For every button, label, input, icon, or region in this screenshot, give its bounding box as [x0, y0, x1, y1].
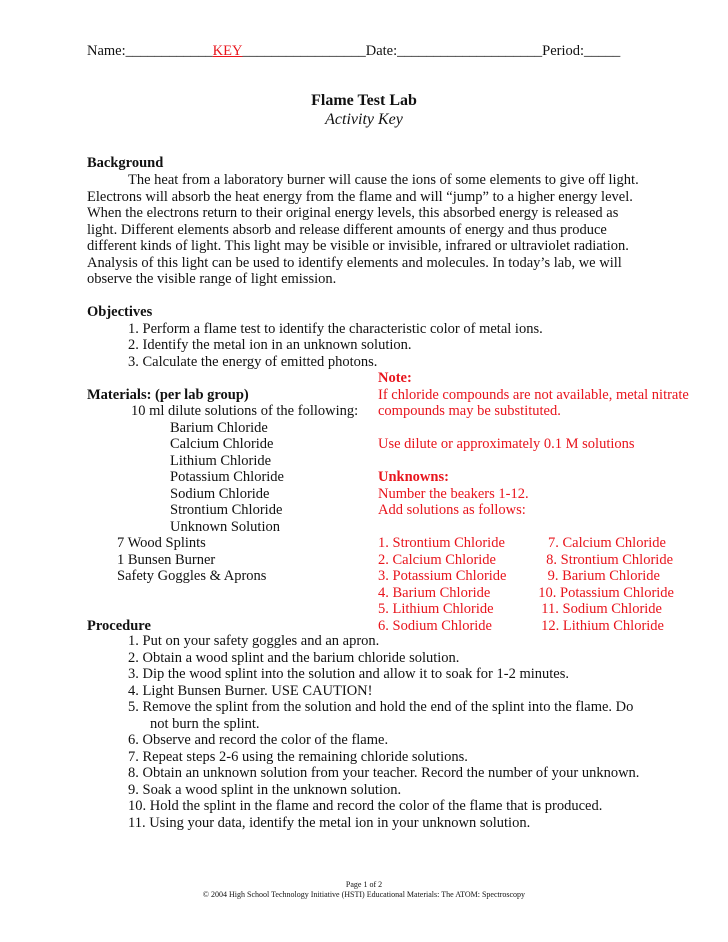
name-blank: ____________ — [125, 43, 213, 59]
unknown-beaker: 3. Potassium Chloride — [378, 568, 507, 584]
page-subtitle: Activity Key — [325, 111, 403, 128]
procedure-step: 2. Obtain a wood splint and the barium chloride solution. — [128, 650, 460, 666]
material-solution: Unknown Solution — [170, 519, 280, 535]
procedure-step: 10. Hold the splint in the flame and record the color of the flame that is produced. — [128, 798, 603, 814]
header-line — [87, 43, 620, 60]
materials-heading: Materials: (per lab group) — [87, 387, 249, 403]
procedure-heading: Procedure — [87, 618, 151, 634]
material-solution: Strontium Chloride — [170, 502, 283, 518]
procedure-step-cont: not burn the splint. — [150, 716, 260, 732]
unknown-beaker: 10. Potassium Chloride — [538, 585, 674, 601]
material-solution: Sodium Chloride — [170, 486, 270, 502]
background-line: light. Different elements absorb and release different amounts of energy and thus produce — [87, 222, 607, 238]
procedure-step: 1. Put on your safety goggles and an apron. — [128, 633, 380, 649]
background-line: Analysis of this light can be used to identify elements and molecules. In today’s lab, we will — [87, 255, 622, 271]
background-line: different kinds of light. This light may be visible or invisible, infrared or ultraviolet radiation. — [87, 238, 629, 254]
procedure-step: 9. Soak a wood splint in the unknown solution. — [128, 782, 402, 798]
note-line: compounds may be substituted. — [378, 403, 561, 419]
unknown-beaker: 1. Strontium Chloride — [378, 535, 505, 551]
page-title: Flame Test Lab — [311, 92, 417, 109]
unknown-beaker: 11. Sodium Chloride — [541, 601, 662, 617]
procedure-step: 3. Dip the wood splint into the solution and allow it to soak for 1-2 minutes. — [128, 666, 570, 682]
name-blank: _________________ — [242, 43, 366, 59]
background-line: The heat from a laboratory burner will cause the ions of some elements to give off light. — [128, 172, 639, 188]
page-number: Page 1 of 2 — [345, 880, 383, 889]
material-item: 7 Wood Splints — [117, 535, 206, 551]
period-blank: _____ — [584, 43, 621, 59]
name-label: Name: — [87, 43, 126, 59]
date-blank: ____________________ — [397, 43, 543, 59]
unknown-beaker: 5. Lithium Chloride — [378, 601, 494, 617]
material-solution: Potassium Chloride — [170, 469, 284, 485]
unknown-beaker: 8. Strontium Chloride — [546, 552, 673, 568]
procedure-step: 7. Repeat steps 2-6 using the remaining chloride solutions. — [128, 749, 468, 765]
unknowns-line: Add solutions as follows: — [378, 502, 526, 518]
procedure-step: 6. Observe and record the color of the flame. — [128, 732, 389, 748]
procedure-step: 8. Obtain an unknown solution from your teacher. Record the number of your unknown. — [128, 765, 640, 781]
unknown-beaker: 12. Lithium Chloride — [541, 618, 664, 634]
material-solution: Barium Chloride — [170, 420, 268, 436]
objective-item: 1. Perform a flame test to identify the characteristic color of metal ions. — [128, 321, 543, 337]
period-label: Period: — [542, 43, 585, 59]
procedure-step: 11. Using your data, identify the metal ion in your unknown solution. — [128, 815, 531, 831]
name-value: KEY — [212, 43, 243, 59]
material-solution: Lithium Chloride — [170, 453, 272, 469]
footer-copyright: © 2004 High School Technology Initiative (HSTI) Educational Materials: The ATOM: Spectroscopy — [202, 890, 526, 899]
objective-item: 3. Calculate the energy of emitted photons. — [128, 354, 378, 370]
background-line: Electrons will absorb the heat energy from the flame and will “jump” to a higher energy level. — [87, 189, 633, 205]
background-heading: Background — [87, 155, 164, 171]
note-dilute: Use dilute or approximately 0.1 M solutions — [378, 436, 635, 452]
unknown-beaker: 6. Sodium Chloride — [378, 618, 492, 634]
material-item: Safety Goggles & Aprons — [117, 568, 267, 584]
unknown-beaker: 7. Calcium Chloride — [548, 535, 666, 551]
unknown-beaker: 2. Calcium Chloride — [378, 552, 496, 568]
material-solution: Calcium Chloride — [170, 436, 274, 452]
unknown-beaker: 9. Barium Chloride — [547, 568, 660, 584]
background-line: observe the visible range of light emission. — [87, 271, 337, 287]
date-label: Date: — [365, 43, 398, 59]
background-line: When the electrons return to their original energy levels, this absorbed energy is released as — [87, 205, 619, 221]
materials-intro: 10 ml dilute solutions of the following: — [131, 403, 359, 419]
objective-item: 2. Identify the metal ion in an unknown solution. — [128, 337, 412, 353]
procedure-step: 4. Light Bunsen Burner. USE CAUTION! — [128, 683, 373, 699]
note-line: If chloride compounds are not available, metal nitrate — [378, 387, 689, 403]
procedure-step: 5. Remove the splint from the solution and hold the end of the splint into the flame. Do — [128, 699, 634, 715]
material-item: 1 Bunsen Burner — [117, 552, 216, 568]
unknowns-line: Number the beakers 1-12. — [378, 486, 529, 502]
unknowns-heading: Unknowns: — [378, 469, 449, 485]
unknown-beaker: 4. Barium Chloride — [378, 585, 491, 601]
note-heading: Note: — [378, 370, 412, 386]
objectives-heading: Objectives — [87, 304, 153, 320]
